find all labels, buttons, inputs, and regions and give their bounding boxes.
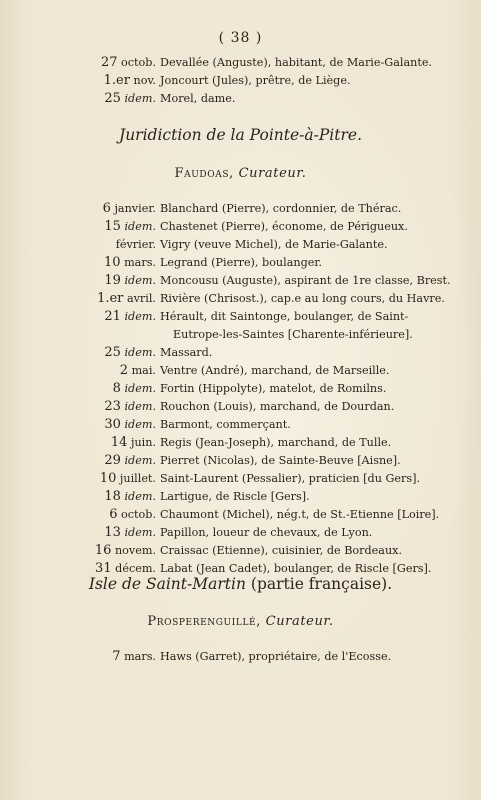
entry-date [38, 254, 156, 272]
entry-row [0, 362, 481, 380]
entry-text: Vigry (veuve Michel), de Marie-Galante. [160, 238, 388, 251]
entry-date [38, 542, 156, 560]
curator-line-2 [0, 614, 481, 629]
entry-text: Devallée (Anguste), habitant, de Marie-Galante. [160, 56, 433, 69]
entry-row [0, 218, 481, 236]
entry-day: 7 [112, 649, 121, 664]
entry-day: 19 [104, 273, 121, 288]
entry-date [38, 72, 156, 90]
entry-date [38, 434, 156, 452]
entry-text: Papillon, loueur de chevaux, de Lyon. [160, 526, 373, 539]
entries-section-1 [0, 54, 481, 108]
entry-day: 10 [99, 471, 117, 486]
entry-row [0, 308, 481, 326]
entry-date [38, 90, 156, 108]
entry-day: 23 [104, 399, 121, 414]
entry-text: Rivière (Chrisost.), cap.e au long cours, du Havre. [160, 292, 445, 305]
entry-month: mars. [124, 650, 156, 663]
entry-row [0, 648, 481, 666]
entry-month: idem. [124, 454, 156, 467]
entry-text: Rouchon (Louis), marchand, de Dourdan. [160, 400, 395, 413]
entry-date [38, 380, 156, 398]
entry-row [0, 290, 481, 308]
entry-text: Morel, dame. [160, 92, 236, 105]
island-heading-plain: (partie française). [250, 575, 393, 593]
entry-text: Regis (Jean-Joseph), marchand, de Tulle. [160, 436, 392, 449]
entry-month: juillet. [119, 472, 156, 485]
entry-day: 8 [112, 381, 121, 396]
entry-day: 2 [119, 363, 129, 378]
island-heading-italic: Isle de Saint-Martin [88, 575, 246, 593]
entry-day: 25 [104, 91, 121, 106]
entry-month: idem. [124, 310, 156, 323]
entry-month: avril. [126, 292, 156, 305]
entry-date [38, 54, 156, 72]
entry-row [0, 542, 481, 560]
entry-day: 6 [102, 201, 111, 216]
entry-month: juin. [130, 436, 156, 449]
entry-row [0, 488, 481, 506]
jurisdiction-heading: Juridiction de la Pointe-à-Pitre. [118, 126, 362, 144]
entry-day: 16 [94, 543, 112, 558]
entry-row [0, 90, 481, 108]
entry-text: Saint-Laurent (Pessalier), praticien [du Gers]. [160, 472, 421, 485]
entry-day: 25 [104, 345, 121, 360]
entry-row [0, 380, 481, 398]
entry-text: Massard. [160, 346, 213, 359]
entry-date [38, 452, 156, 470]
entry-day: 18 [104, 489, 121, 504]
entry-text: Craissac (Etienne), cuisinier, de Bordeaux. [160, 544, 403, 557]
entry-month: décem. [115, 562, 156, 575]
entry-date [38, 416, 156, 434]
entry-text: Chaumont (Michel), nég.t, de St.-Etienne [Loire]. [160, 508, 440, 521]
entries-section-3 [0, 648, 481, 666]
entry-day: 10 [103, 255, 121, 270]
entry-day: 1.er [97, 291, 124, 306]
entry-row [0, 236, 481, 254]
entry-row [0, 326, 481, 344]
entry-date [38, 308, 156, 326]
entry-row [0, 254, 481, 272]
entry-month: idem. [124, 92, 156, 105]
entry-row [0, 72, 481, 90]
entry-month: idem. [124, 274, 156, 287]
island-heading [0, 575, 481, 593]
entry-text: Blanchard (Pierre), cordonnier, de Thérac. [160, 202, 402, 215]
entry-date [38, 524, 156, 542]
entry-text: Pierret (Nicolas), de Sainte-Beuve [Aisne]. [160, 454, 401, 467]
entry-date [38, 344, 156, 362]
entry-date [38, 648, 156, 666]
entry-row [0, 272, 481, 290]
entry-date [38, 236, 156, 254]
entry-row [0, 398, 481, 416]
entry-text: Haws (Garret), propriétaire, de l'Ecosse. [160, 650, 392, 663]
entry-month: mars. [124, 256, 156, 269]
entry-row [0, 416, 481, 434]
entry-day: 31 [95, 561, 112, 576]
entry-date [38, 470, 156, 488]
entry-date [38, 200, 156, 218]
entry-day: 30 [104, 417, 121, 432]
entry-text: Lartigue, de Riscle [Gers]. [160, 490, 310, 503]
entry-text: Barmont, commerçant. [160, 418, 291, 431]
entry-day: 27 [100, 55, 118, 70]
entry-day: 13 [104, 525, 121, 540]
entry-month: idem. [124, 490, 156, 503]
entries-section-2 [0, 200, 481, 578]
entry-month: novem. [114, 544, 156, 557]
entry-month: février. [115, 238, 156, 251]
entry-text: Eutrope-les-Saintes [Charente-inférieure]. [173, 328, 413, 341]
page-number: ( 38 ) [218, 30, 263, 46]
entry-month: idem. [124, 526, 156, 539]
entry-month: idem. [124, 220, 156, 233]
curator-line-1 [0, 166, 481, 181]
entry-row [0, 506, 481, 524]
entry-date [38, 488, 156, 506]
entry-row [0, 524, 481, 542]
curator-title: Curateur. [238, 166, 307, 181]
curator-name-2: Prosperenguillé, [147, 614, 261, 629]
entry-day: 15 [104, 219, 121, 234]
entry-date [38, 362, 156, 380]
entry-month: octob. [121, 508, 156, 521]
entry-month: idem. [124, 346, 156, 359]
entry-month: idem. [124, 400, 156, 413]
entry-text: Ventre (André), marchand, de Marseille. [160, 364, 390, 377]
entry-row [0, 200, 481, 218]
entry-date [38, 506, 156, 524]
entry-row [0, 54, 481, 72]
entry-date [38, 398, 156, 416]
entry-day: 1.er [103, 73, 130, 88]
entry-month: janvier. [114, 202, 156, 215]
entry-date [38, 218, 156, 236]
entry-day: 21 [104, 309, 121, 324]
entry-month: nov. [133, 74, 156, 87]
entry-text: Moncousu (Auguste), aspirant de 1re classe, Brest. [160, 274, 451, 287]
entry-text: Legrand (Pierre), boulanger. [160, 256, 323, 269]
entry-row [0, 470, 481, 488]
entry-day: 14 [110, 435, 128, 450]
entry-text: Fortin (Hippolyte), matelot, de Romilns. [160, 382, 387, 395]
entry-row [0, 344, 481, 362]
entry-text: Labat (Jean Cadet), boulanger, de Riscle [Gers]. [160, 562, 432, 575]
entry-date [38, 290, 156, 308]
entry-month: idem. [124, 418, 156, 431]
entry-month: octob. [121, 56, 156, 69]
entry-date [38, 272, 156, 290]
curator-name: Faudoas, [174, 166, 234, 181]
entry-row [0, 452, 481, 470]
entry-month: idem. [124, 382, 156, 395]
entry-day: 6 [109, 507, 118, 522]
entry-month: mai. [131, 364, 156, 377]
curator-title-2: Curateur. [265, 614, 334, 629]
entry-row [0, 434, 481, 452]
entry-day: 29 [104, 453, 121, 468]
entry-text: Joncourt (Jules), prêtre, de Liège. [160, 74, 351, 87]
entry-text: Hérault, dit Saintonge, boulanger, de Saint- [160, 310, 409, 323]
entry-text: Chastenet (Pierre), économe, de Périgueux. [160, 220, 408, 233]
